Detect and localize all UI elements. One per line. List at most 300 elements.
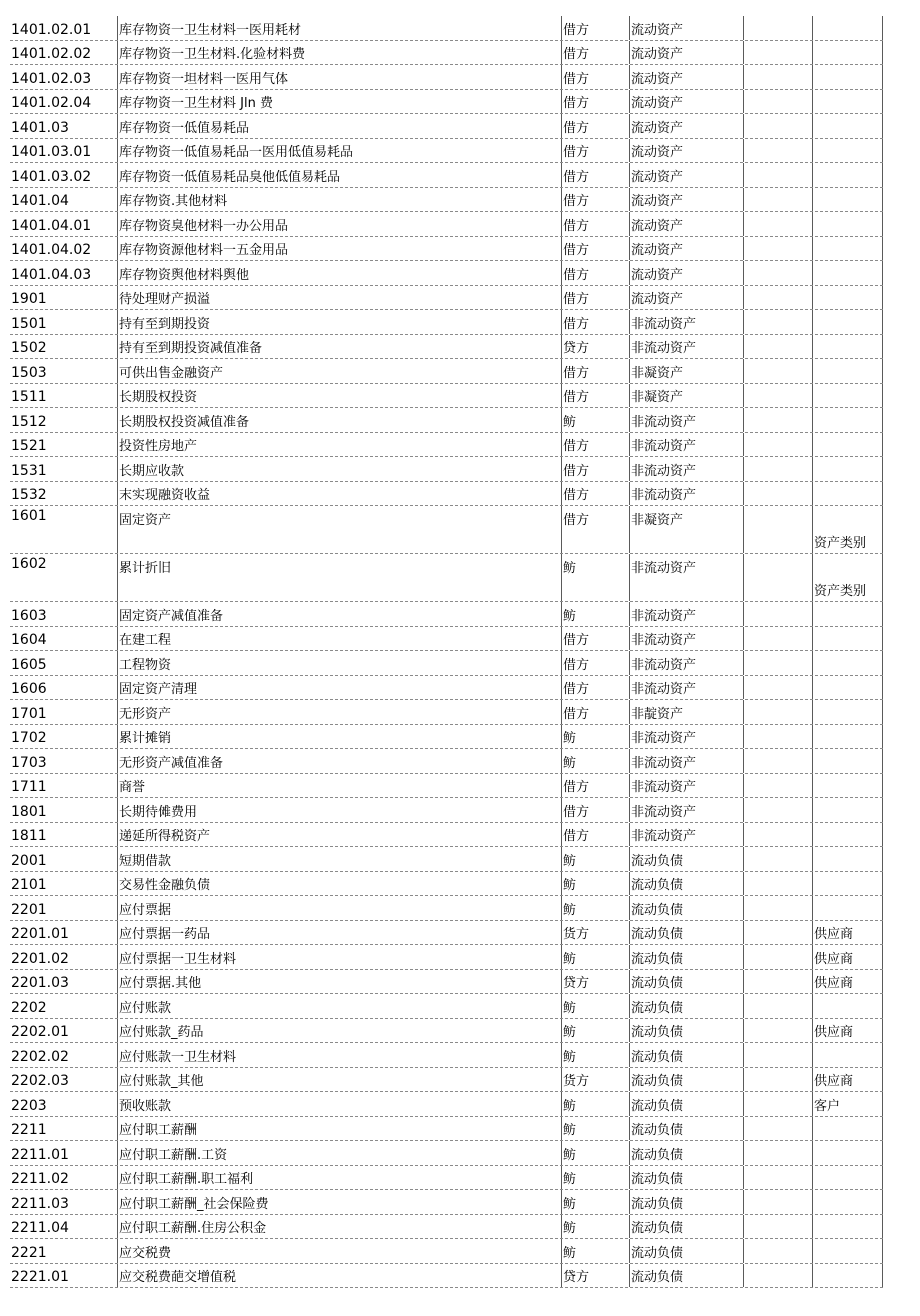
account-name-cell: 待处理财产损溢 bbox=[117, 286, 561, 310]
account-name-cell: 无形资产 bbox=[117, 700, 561, 724]
account-code-cell: 1901 bbox=[11, 291, 47, 307]
auxiliary-type-cell bbox=[812, 163, 883, 187]
auxiliary-type-cell bbox=[812, 1141, 883, 1165]
table-row bbox=[10, 261, 883, 286]
account-category-cell: 流动负债 bbox=[629, 1166, 743, 1190]
empty-column-cell bbox=[743, 602, 812, 626]
empty-column-cell bbox=[743, 41, 812, 65]
account-name-cell: 应付职工薪酬.工资 bbox=[117, 1141, 561, 1165]
account-category-cell: 流动负债 bbox=[629, 872, 743, 896]
account-code-cell: 2211.03 bbox=[11, 1195, 69, 1212]
empty-column-cell bbox=[743, 774, 812, 798]
account-code-cell: 2201.02 bbox=[11, 950, 69, 967]
account-category-cell: 流动资产 bbox=[629, 41, 743, 65]
account-name-cell: 应付职工薪酬.职工福利 bbox=[117, 1166, 561, 1190]
account-code-cell: 1502 bbox=[11, 340, 47, 356]
balance-direction-cell: 借方 bbox=[561, 65, 629, 89]
table-row bbox=[10, 994, 883, 1019]
auxiliary-type-cell bbox=[812, 65, 883, 89]
empty-column-cell bbox=[743, 1117, 812, 1141]
table-row bbox=[10, 627, 883, 652]
empty-column-cell bbox=[743, 1019, 812, 1043]
table-row bbox=[10, 433, 883, 458]
account-category-cell: 流动资产 bbox=[629, 16, 743, 40]
auxiliary-type-cell: 资产类别 bbox=[812, 554, 883, 601]
table-row bbox=[10, 65, 883, 90]
table-row bbox=[10, 237, 883, 262]
auxiliary-type-cell: 供应商 bbox=[812, 1019, 883, 1043]
account-code-cell: 2201.01 bbox=[11, 926, 69, 942]
account-category-cell: 流动资产 bbox=[629, 237, 743, 261]
account-category-cell: 非流动资产 bbox=[629, 774, 743, 798]
auxiliary-type-cell bbox=[812, 212, 883, 236]
auxiliary-type-cell: 供应商 bbox=[812, 921, 883, 945]
balance-direction-cell: 鲂 bbox=[561, 1019, 629, 1043]
empty-column-cell bbox=[743, 16, 812, 40]
account-code-cell: 1503 bbox=[11, 364, 47, 381]
account-category-cell: 流动负债 bbox=[629, 1141, 743, 1165]
empty-column-cell bbox=[743, 676, 812, 700]
auxiliary-type-cell bbox=[812, 847, 883, 871]
account-category-cell: 流动资产 bbox=[629, 286, 743, 310]
auxiliary-type-cell bbox=[812, 16, 883, 40]
empty-column-cell bbox=[743, 627, 812, 651]
account-category-cell: 流动资产 bbox=[629, 139, 743, 163]
account-category-cell: 流动负债 bbox=[629, 945, 743, 969]
balance-direction-cell: 借方 bbox=[561, 114, 629, 138]
table-row bbox=[10, 506, 883, 554]
account-category-cell: 非凝资产 bbox=[629, 384, 743, 408]
account-category-cell: 非流动资产 bbox=[629, 798, 743, 822]
table-row bbox=[10, 90, 883, 115]
balance-direction-cell: 鲂 bbox=[561, 994, 629, 1018]
account-code-cell: 2211 bbox=[11, 1122, 47, 1138]
table-row bbox=[10, 212, 883, 237]
account-name-cell: 工程物资 bbox=[117, 651, 561, 675]
account-name-cell: 长期待傩费用 bbox=[117, 798, 561, 822]
balance-direction-cell: 鲂 bbox=[561, 1215, 629, 1239]
balance-direction-cell: 借方 bbox=[561, 433, 629, 457]
balance-direction-cell: 借方 bbox=[561, 16, 629, 40]
table-row bbox=[10, 359, 883, 384]
balance-direction-cell: 鲂 bbox=[561, 1239, 629, 1263]
table-row bbox=[10, 676, 883, 701]
account-category-cell: 非流动资产 bbox=[629, 457, 743, 481]
account-name-cell: 末实现融资收益 bbox=[117, 482, 561, 506]
account-name-cell: 应付票据 bbox=[117, 896, 561, 920]
table-row bbox=[10, 872, 883, 897]
account-category-cell: 非流动资产 bbox=[629, 651, 743, 675]
account-category-cell: 流动负债 bbox=[629, 1264, 743, 1288]
account-category-cell: 非凝资产 bbox=[629, 359, 743, 383]
account-category-cell: 流动资产 bbox=[629, 90, 743, 114]
balance-direction-cell: 借方 bbox=[561, 506, 629, 553]
account-code-cell: 1711 bbox=[11, 779, 47, 795]
account-code-cell: 2211.04 bbox=[11, 1220, 69, 1236]
account-category-cell: 流动负债 bbox=[629, 896, 743, 920]
account-category-cell: 流动负债 bbox=[629, 1092, 743, 1116]
balance-direction-cell: 鲂 bbox=[561, 602, 629, 626]
empty-column-cell bbox=[743, 798, 812, 822]
balance-direction-cell: 借方 bbox=[561, 482, 629, 506]
auxiliary-type-cell bbox=[812, 335, 883, 359]
account-name-cell: 固定资产减值准备 bbox=[117, 602, 561, 626]
account-name-cell: 累计折旧 bbox=[117, 554, 561, 601]
account-name-cell: 库存物资舆他材料舆他 bbox=[117, 261, 561, 285]
balance-direction-cell: 鲂 bbox=[561, 749, 629, 773]
empty-column-cell bbox=[743, 1239, 812, 1263]
account-category-cell: 非流动资产 bbox=[629, 627, 743, 651]
balance-direction-cell: 借方 bbox=[561, 41, 629, 65]
account-name-cell: 在建工程 bbox=[117, 627, 561, 651]
auxiliary-type-cell bbox=[812, 90, 883, 114]
account-code-cell: 1401.02.02 bbox=[11, 46, 92, 62]
account-code-cell: 2201 bbox=[11, 901, 47, 918]
account-code-cell: 1401.02.01 bbox=[11, 21, 92, 38]
account-code-cell: 1401.04 bbox=[11, 193, 69, 209]
account-category-cell: 非流动资产 bbox=[629, 554, 743, 601]
account-category-cell: 流动负债 bbox=[629, 1190, 743, 1214]
balance-direction-cell: 借方 bbox=[561, 310, 629, 334]
table-row bbox=[10, 945, 883, 970]
table-row bbox=[10, 823, 883, 848]
account-code-cell: 1501 bbox=[11, 315, 47, 332]
auxiliary-type-cell bbox=[812, 261, 883, 285]
balance-direction-cell: 借方 bbox=[561, 627, 629, 651]
account-name-cell: 应付职工薪酬.住房公积金 bbox=[117, 1215, 561, 1239]
empty-column-cell bbox=[743, 896, 812, 920]
account-code-cell: 1703 bbox=[11, 754, 47, 771]
account-code-cell: 1801 bbox=[11, 803, 47, 820]
auxiliary-type-cell bbox=[812, 1117, 883, 1141]
account-name-cell: 长期应收款 bbox=[117, 457, 561, 481]
table-row bbox=[10, 896, 883, 921]
empty-column-cell bbox=[743, 482, 812, 506]
account-code-cell: 1401.04.01 bbox=[11, 217, 92, 234]
account-code-cell: 2203 bbox=[11, 1097, 47, 1114]
balance-direction-cell: 鲂 bbox=[561, 1141, 629, 1165]
empty-column-cell bbox=[743, 90, 812, 114]
account-name-cell: 库存物资一卫生材料 Jln 费 bbox=[117, 90, 561, 114]
table-row bbox=[10, 1215, 883, 1240]
auxiliary-type-cell bbox=[812, 1264, 883, 1288]
account-code-cell: 1401.02.03 bbox=[11, 70, 92, 87]
auxiliary-type-cell bbox=[812, 310, 883, 334]
auxiliary-type-cell bbox=[812, 1043, 883, 1067]
account-category-cell: 流动资产 bbox=[629, 65, 743, 89]
account-name-cell: 固定资产 bbox=[117, 506, 561, 553]
account-category-cell: 非流动资产 bbox=[629, 676, 743, 700]
empty-column-cell bbox=[743, 261, 812, 285]
auxiliary-type-cell bbox=[812, 384, 883, 408]
account-code-cell: 1401.02.04 bbox=[11, 95, 92, 111]
account-name-cell: 预收账款 bbox=[117, 1092, 561, 1116]
account-category-cell: 流动负债 bbox=[629, 921, 743, 945]
balance-direction-cell: 鲂 bbox=[561, 945, 629, 969]
balance-direction-cell: 借方 bbox=[561, 359, 629, 383]
table-row bbox=[10, 310, 883, 335]
table-row bbox=[10, 1190, 883, 1215]
account-name-cell: 应付账款一卫生材料 bbox=[117, 1043, 561, 1067]
account-code-cell: 1531 bbox=[11, 462, 47, 479]
table-row bbox=[10, 286, 883, 311]
account-category-cell: 流动负债 bbox=[629, 1239, 743, 1263]
auxiliary-type-cell: 供应商 bbox=[812, 1068, 883, 1092]
balance-direction-cell: 借方 bbox=[561, 676, 629, 700]
auxiliary-type-cell bbox=[812, 896, 883, 920]
balance-direction-cell: 鲂 bbox=[561, 1117, 629, 1141]
account-code-cell: 1401.04.02 bbox=[11, 242, 92, 258]
table-row bbox=[10, 1264, 883, 1289]
account-code-cell: 2001 bbox=[11, 852, 47, 869]
account-name-cell: 固定资产清理 bbox=[117, 676, 561, 700]
balance-direction-cell: 货方 bbox=[561, 921, 629, 945]
account-name-cell: 投资性房地产 bbox=[117, 433, 561, 457]
table-row bbox=[10, 114, 883, 139]
auxiliary-type-cell bbox=[812, 114, 883, 138]
account-name-cell: 库存物资源他材料一五金用品 bbox=[117, 237, 561, 261]
account-name-cell: 库存物资.其他材料 bbox=[117, 188, 561, 212]
account-name-cell: 应付票据一药品 bbox=[117, 921, 561, 945]
account-category-cell: 非流动资产 bbox=[629, 335, 743, 359]
auxiliary-type-cell bbox=[812, 237, 883, 261]
empty-column-cell bbox=[743, 823, 812, 847]
empty-column-cell bbox=[743, 725, 812, 749]
account-name-cell: 可供出售金融资产 bbox=[117, 359, 561, 383]
account-name-cell: 应付职工薪酬 bbox=[117, 1117, 561, 1141]
account-name-cell: 应交税费葩交增值税 bbox=[117, 1264, 561, 1288]
table-row bbox=[10, 554, 883, 602]
table-row bbox=[10, 1068, 883, 1093]
balance-direction-cell: 鲂 bbox=[561, 554, 629, 601]
balance-direction-cell: 鲂 bbox=[561, 725, 629, 749]
account-name-cell: 应付职工薪酬_社会保险费 bbox=[117, 1190, 561, 1214]
account-code-cell: 2201.03 bbox=[11, 975, 69, 991]
account-name-cell: 无形资产减值准备 bbox=[117, 749, 561, 773]
auxiliary-type-cell: 供应商 bbox=[812, 945, 883, 969]
account-code-cell: 1532 bbox=[11, 487, 47, 503]
account-code-cell: 2202.03 bbox=[11, 1073, 69, 1089]
account-name-cell: 商誉 bbox=[117, 774, 561, 798]
empty-column-cell bbox=[743, 994, 812, 1018]
table-row bbox=[10, 847, 883, 872]
account-category-cell: 非流动资产 bbox=[629, 725, 743, 749]
account-category-cell: 流动负债 bbox=[629, 847, 743, 871]
account-code-cell: 1401.03 bbox=[11, 119, 69, 136]
balance-direction-cell: 贷方 bbox=[561, 335, 629, 359]
account-category-cell: 非流动资产 bbox=[629, 602, 743, 626]
account-code-cell: 1601 bbox=[11, 508, 47, 524]
account-category-cell: 流动负债 bbox=[629, 1019, 743, 1043]
balance-direction-cell: 借方 bbox=[561, 384, 629, 408]
empty-column-cell bbox=[743, 335, 812, 359]
account-code-cell: 1401.04.03 bbox=[11, 266, 92, 283]
balance-direction-cell: 鲂 bbox=[561, 896, 629, 920]
account-code-cell: 2211.01 bbox=[11, 1146, 69, 1163]
empty-column-cell bbox=[743, 749, 812, 773]
table-row bbox=[10, 457, 883, 482]
account-name-cell: 应付账款_药品 bbox=[117, 1019, 561, 1043]
account-name-cell: 交易性金融负债 bbox=[117, 872, 561, 896]
empty-column-cell bbox=[743, 310, 812, 334]
account-code-cell: 1401.03.02 bbox=[11, 168, 92, 185]
auxiliary-type-cell bbox=[812, 749, 883, 773]
account-name-cell: 应付票据.其他 bbox=[117, 970, 561, 994]
auxiliary-type-cell bbox=[812, 433, 883, 457]
account-code-cell: 1401.03.01 bbox=[11, 144, 92, 160]
account-name-cell: 库存物资一卫生材料.化验材料费 bbox=[117, 41, 561, 65]
account-name-cell: 库存物资臭他材料一办公用品 bbox=[117, 212, 561, 236]
auxiliary-type-cell bbox=[812, 798, 883, 822]
balance-direction-cell: 借方 bbox=[561, 188, 629, 212]
account-name-cell: 应交税费 bbox=[117, 1239, 561, 1263]
account-code-cell: 1603 bbox=[11, 607, 47, 624]
balance-direction-cell: 借方 bbox=[561, 651, 629, 675]
account-code-cell: 2221 bbox=[11, 1244, 47, 1261]
empty-column-cell bbox=[743, 1043, 812, 1067]
empty-column-cell bbox=[743, 457, 812, 481]
table-row bbox=[10, 921, 883, 946]
account-code-cell: 1605 bbox=[11, 656, 47, 673]
account-code-cell: 1604 bbox=[11, 632, 47, 648]
table-row bbox=[10, 408, 883, 433]
empty-column-cell bbox=[743, 139, 812, 163]
account-name-cell: 累计摊销 bbox=[117, 725, 561, 749]
balance-direction-cell: 货方 bbox=[561, 1068, 629, 1092]
balance-direction-cell: 贷方 bbox=[561, 970, 629, 994]
auxiliary-type-cell bbox=[812, 359, 883, 383]
empty-column-cell bbox=[743, 1068, 812, 1092]
auxiliary-type-cell: 资产类别 bbox=[812, 506, 883, 553]
account-category-cell: 流动资产 bbox=[629, 212, 743, 236]
table-row bbox=[10, 725, 883, 750]
balance-direction-cell: 借方 bbox=[561, 774, 629, 798]
account-name-cell: 库存物资一低值易耗品 bbox=[117, 114, 561, 138]
empty-column-cell bbox=[743, 506, 812, 553]
account-code-cell: 2221.01 bbox=[11, 1269, 69, 1285]
balance-direction-cell: 鲂 bbox=[561, 847, 629, 871]
balance-direction-cell: 借方 bbox=[561, 163, 629, 187]
account-code-cell: 2202 bbox=[11, 999, 47, 1016]
account-name-cell: 长期股权投资 bbox=[117, 384, 561, 408]
table-row bbox=[10, 749, 883, 774]
auxiliary-type-cell bbox=[812, 700, 883, 724]
account-name-cell: 持有至到期投资减值准备 bbox=[117, 335, 561, 359]
table-row bbox=[10, 1239, 883, 1264]
empty-column-cell bbox=[743, 188, 812, 212]
auxiliary-type-cell bbox=[812, 994, 883, 1018]
empty-column-cell bbox=[743, 554, 812, 601]
account-category-cell: 流动负债 bbox=[629, 1117, 743, 1141]
table-row bbox=[10, 970, 883, 995]
account-code-cell: 2202.01 bbox=[11, 1024, 69, 1040]
empty-column-cell bbox=[743, 847, 812, 871]
empty-column-cell bbox=[743, 970, 812, 994]
auxiliary-type-cell bbox=[812, 1166, 883, 1190]
balance-direction-cell: 借方 bbox=[561, 798, 629, 822]
balance-direction-cell: 借方 bbox=[561, 823, 629, 847]
account-name-cell: 短期借款 bbox=[117, 847, 561, 871]
account-category-cell: 流动资产 bbox=[629, 163, 743, 187]
account-code-cell: 2101 bbox=[11, 877, 47, 893]
auxiliary-type-cell bbox=[812, 823, 883, 847]
empty-column-cell bbox=[743, 359, 812, 383]
auxiliary-type-cell bbox=[812, 1190, 883, 1214]
account-category-cell: 流动负债 bbox=[629, 1068, 743, 1092]
auxiliary-type-cell bbox=[812, 602, 883, 626]
balance-direction-cell: 鲂 bbox=[561, 1190, 629, 1214]
auxiliary-type-cell bbox=[812, 286, 883, 310]
auxiliary-type-cell bbox=[812, 1239, 883, 1263]
account-code-cell: 1811 bbox=[11, 828, 47, 844]
balance-direction-cell: 鲂 bbox=[561, 408, 629, 432]
account-code-cell: 1702 bbox=[11, 730, 47, 746]
account-category-cell: 流动负债 bbox=[629, 970, 743, 994]
empty-column-cell bbox=[743, 163, 812, 187]
empty-column-cell bbox=[743, 700, 812, 724]
account-code-cell: 2211.02 bbox=[11, 1171, 69, 1187]
balance-direction-cell: 鲂 bbox=[561, 1166, 629, 1190]
auxiliary-type-cell bbox=[812, 457, 883, 481]
table-row bbox=[10, 384, 883, 409]
empty-column-cell bbox=[743, 408, 812, 432]
balance-direction-cell: 鲂 bbox=[561, 1092, 629, 1116]
account-category-cell: 非流动资产 bbox=[629, 433, 743, 457]
table-row bbox=[10, 1043, 883, 1068]
account-name-cell: 持有至到期投资 bbox=[117, 310, 561, 334]
empty-column-cell bbox=[743, 1264, 812, 1288]
table-row bbox=[10, 188, 883, 213]
balance-direction-cell: 鲂 bbox=[561, 1043, 629, 1067]
empty-column-cell bbox=[743, 433, 812, 457]
account-code-cell: 1701 bbox=[11, 705, 47, 722]
account-name-cell: 递延所得税资产 bbox=[117, 823, 561, 847]
account-name-cell: 应付账款 bbox=[117, 994, 561, 1018]
account-code-cell: 2202.02 bbox=[11, 1048, 69, 1065]
table-row bbox=[10, 1166, 883, 1191]
account-category-cell: 非流动资产 bbox=[629, 310, 743, 334]
account-name-cell: 应付账款_其他 bbox=[117, 1068, 561, 1092]
account-category-cell: 流动负债 bbox=[629, 994, 743, 1018]
table-row bbox=[10, 602, 883, 627]
table-row bbox=[10, 482, 883, 507]
account-category-cell: 非靛资产 bbox=[629, 700, 743, 724]
empty-column-cell bbox=[743, 1141, 812, 1165]
empty-column-cell bbox=[743, 1166, 812, 1190]
account-category-cell: 流动负债 bbox=[629, 1043, 743, 1067]
table-row bbox=[10, 163, 883, 188]
table-row bbox=[10, 1117, 883, 1142]
balance-direction-cell: 借方 bbox=[561, 212, 629, 236]
empty-column-cell bbox=[743, 114, 812, 138]
balance-direction-cell: 借方 bbox=[561, 261, 629, 285]
account-code-cell: 1512 bbox=[11, 413, 47, 430]
empty-column-cell bbox=[743, 1190, 812, 1214]
auxiliary-type-cell bbox=[812, 676, 883, 700]
table-row bbox=[10, 335, 883, 360]
table-row bbox=[10, 651, 883, 676]
account-category-cell: 非凝资产 bbox=[629, 506, 743, 553]
auxiliary-type-cell bbox=[812, 408, 883, 432]
balance-direction-cell: 鲂 bbox=[561, 872, 629, 896]
account-code-cell: 1521 bbox=[11, 438, 47, 454]
auxiliary-type-cell bbox=[812, 872, 883, 896]
table-row bbox=[10, 700, 883, 725]
account-category-cell: 非流动资产 bbox=[629, 482, 743, 506]
auxiliary-type-cell bbox=[812, 725, 883, 749]
table-row bbox=[10, 774, 883, 799]
empty-column-cell bbox=[743, 651, 812, 675]
